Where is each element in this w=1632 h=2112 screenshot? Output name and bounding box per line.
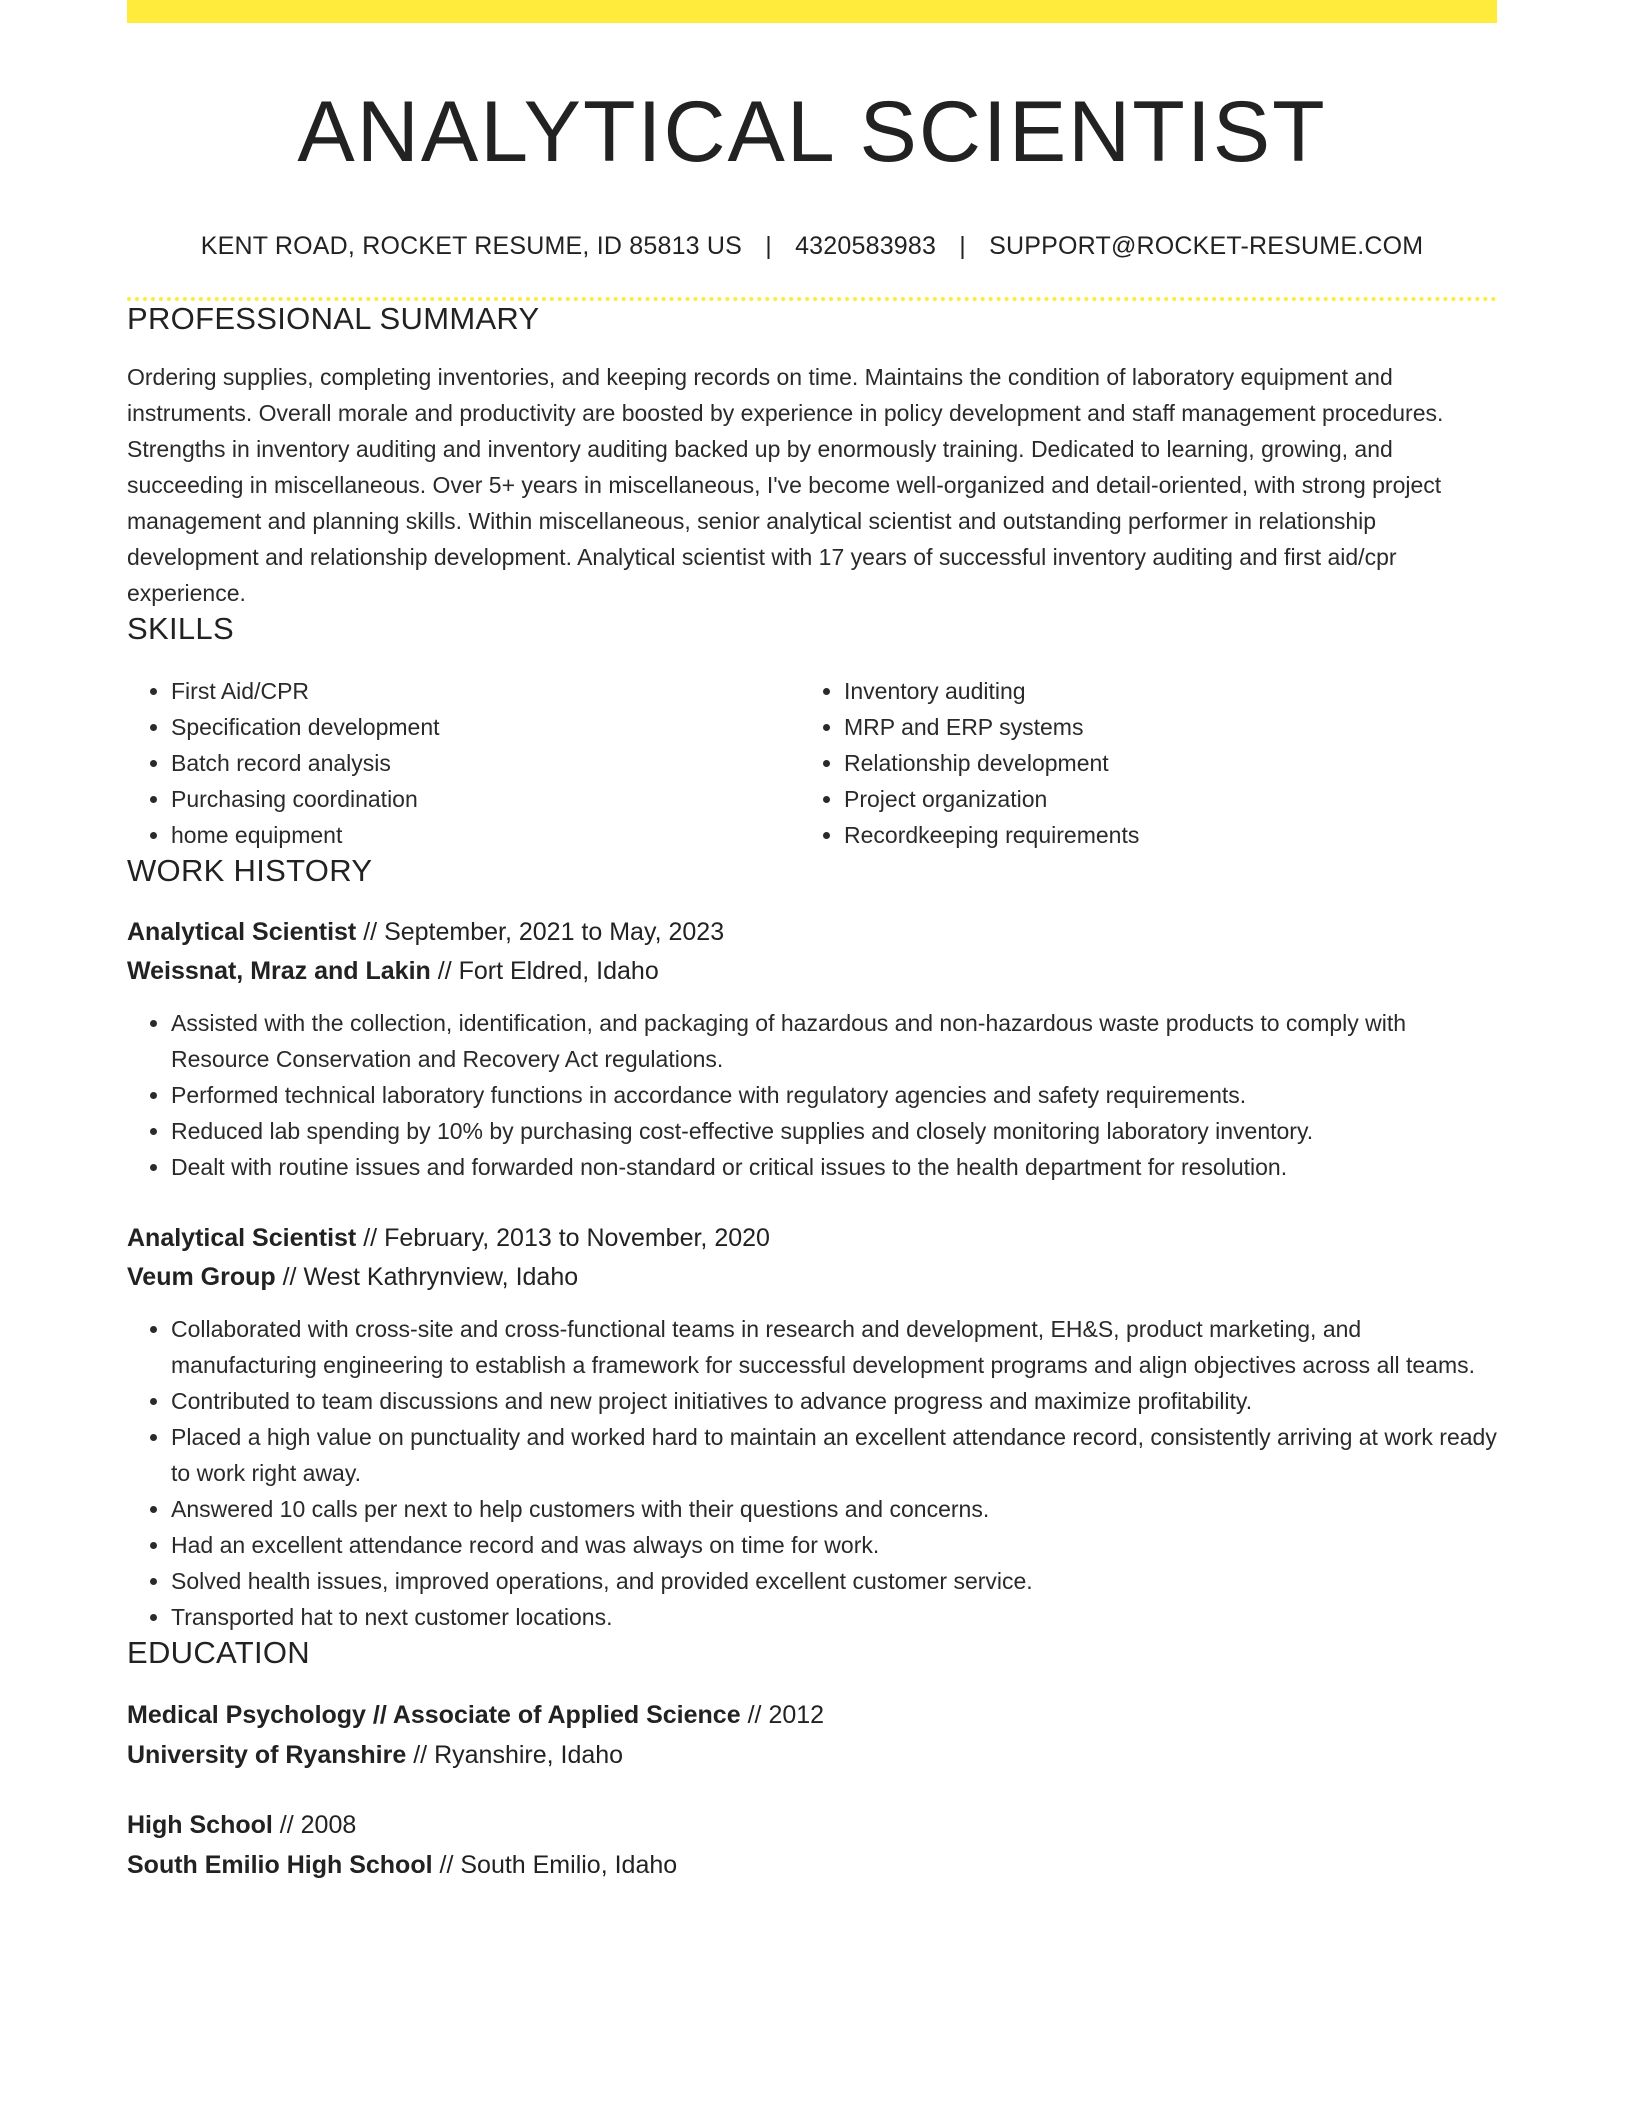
skill-item: • Inventory auditing: [844, 673, 1497, 709]
education-school: South Emilio High School: [127, 1850, 433, 1879]
contact-line: [127, 232, 1497, 261]
contact-separator: |: [765, 231, 772, 260]
delimiter: //: [282, 1262, 297, 1291]
job-company: Veum Group: [127, 1262, 276, 1291]
skill-item: • home equipment: [171, 817, 812, 853]
delimiter: //: [363, 917, 378, 946]
job-location: Fort Eldred, Idaho: [458, 956, 659, 985]
education-entry: [127, 1805, 1497, 1885]
delimiter: //: [279, 1810, 294, 1839]
job-company-line: [127, 952, 1497, 991]
education-school-line: [127, 1735, 1497, 1775]
skills-list-left: [127, 673, 812, 853]
job-title-line: [127, 1219, 1497, 1258]
job-bullet: • Transported hat to next customer locations.: [171, 1599, 1497, 1635]
education-degree-line: [127, 1695, 1497, 1735]
delimiter: //: [437, 956, 452, 985]
skill-item: • Relationship development: [844, 745, 1497, 781]
job-bullet: • Assisted with the collection, identification, and packaging of hazardous and non-hazardous waste products to comply with Resource Conservation and Recovery Act regulations.: [171, 1005, 1497, 1077]
job-role: Analytical Scientist: [127, 917, 357, 946]
skill-item: • Recordkeeping requirements: [844, 817, 1497, 853]
skill-item: • Project organization: [844, 781, 1497, 817]
job-bullet: • Solved health issues, improved operations, and provided excellent customer service.: [171, 1563, 1497, 1599]
job-company-line: [127, 1258, 1497, 1297]
contact-separator: |: [959, 231, 966, 260]
job-bullet: • Had an excellent attendance record and was always on time for work.: [171, 1527, 1497, 1563]
education-year: 2008: [300, 1810, 357, 1839]
skills-grid: [127, 673, 1497, 853]
job-bullets: [127, 1311, 1497, 1635]
job-location: West Kathrynview, Idaho: [303, 1262, 579, 1291]
work-history-list: [127, 913, 1497, 1635]
education-degree: Medical Psychology // Associate of Applied Science: [127, 1700, 741, 1729]
job-dates: February, 2013 to November, 2020: [384, 1223, 770, 1252]
delimiter: //: [413, 1740, 428, 1769]
job-bullets: [127, 1005, 1497, 1185]
resume-name: ANALYTICAL SCIENTIST: [297, 84, 1327, 180]
skills-list-right: [812, 673, 1497, 853]
job-dates: September, 2021 to May, 2023: [384, 917, 725, 946]
job-company: Weissnat, Mraz and Lakin: [127, 956, 431, 985]
job-bullet: • Collaborated with cross-site and cross-functional teams in research and development, EH&S, product marketing, and manufacturing engineering to establish a framework for successful development programs and align objectives across all teams.: [171, 1311, 1497, 1383]
contact-phone: 4320583983: [795, 231, 937, 260]
education-year: 2012: [768, 1700, 825, 1729]
skill-item: • Purchasing coordination: [171, 781, 812, 817]
contact-address: KENT ROAD, ROCKET RESUME, ID 85813 US: [200, 231, 743, 260]
job-bullet: • Dealt with routine issues and forwarded non-standard or critical issues to the health department for resolution.: [171, 1149, 1497, 1185]
education-school-line: [127, 1845, 1497, 1885]
job-bullet: • Performed technical laboratory functions in accordance with regulatory agencies and safety requirements.: [171, 1077, 1497, 1113]
skill-item: • First Aid/CPR: [171, 673, 812, 709]
delimiter: //: [363, 1223, 378, 1252]
skill-item: • Specification development: [171, 709, 812, 745]
skills-title: SKILLS: [127, 610, 234, 646]
education-location: South Emilio, Idaho: [460, 1850, 678, 1879]
skill-item: • Batch record analysis: [171, 745, 812, 781]
job-bullet: • Reduced lab spending by 10% by purchasing cost-effective supplies and closely monitoring laboratory inventory.: [171, 1113, 1497, 1149]
summary-title: PROFESSIONAL SUMMARY: [127, 300, 540, 336]
job-entry: [127, 1219, 1497, 1635]
job-bullet: • Placed a high value on punctuality and worked hard to maintain an excellent attendance record, consistently arriving at work ready to work right away.: [171, 1419, 1497, 1491]
education-school: University of Ryanshire: [127, 1740, 407, 1769]
job-role: Analytical Scientist: [127, 1223, 357, 1252]
job-title-line: [127, 913, 1497, 952]
contact-email: SUPPORT@ROCKET-RESUME.COM: [989, 231, 1424, 260]
education-list: [127, 1695, 1497, 1885]
job-bullet: • Answered 10 calls per next to help customers with their questions and concerns.: [171, 1491, 1497, 1527]
job-entry: [127, 913, 1497, 1185]
education-degree: High School: [127, 1810, 273, 1839]
delimiter: //: [439, 1850, 454, 1879]
delimiter: //: [747, 1700, 762, 1729]
summary-text: Ordering supplies, completing inventories, and keeping records on time. Maintains the condition of laboratory equipment and instruments. Overall morale and productivity are boosted by experience in policy development and staff management procedures. Strengths in inventory auditing and inventory auditing backed up by enormously training. Dedicated to learning, growing, and succeeding in miscellaneous. Over 5+ years in miscellaneous, I've become well-organized and detail-oriented, with strong project management and planning skills. Within miscellaneous, senior analytical scientist and outstanding performer in relationship development and relationship development. Analytical scientist with 17 years of successful inventory auditing and first aid/cpr experience.: [127, 363, 1444, 606]
top-accent-bar: [127, 0, 1497, 23]
education-entry: [127, 1695, 1497, 1775]
job-bullet: • Contributed to team discussions and new project initiatives to advance progress and maximize profitability.: [171, 1383, 1497, 1419]
education-location: Ryanshire, Idaho: [434, 1740, 624, 1769]
education-degree-line: [127, 1805, 1497, 1845]
work-history-title: WORK HISTORY: [127, 852, 373, 888]
resume-page: [127, 0, 1497, 1885]
skill-item: • MRP and ERP systems: [844, 709, 1497, 745]
education-title: EDUCATION: [127, 1634, 310, 1670]
